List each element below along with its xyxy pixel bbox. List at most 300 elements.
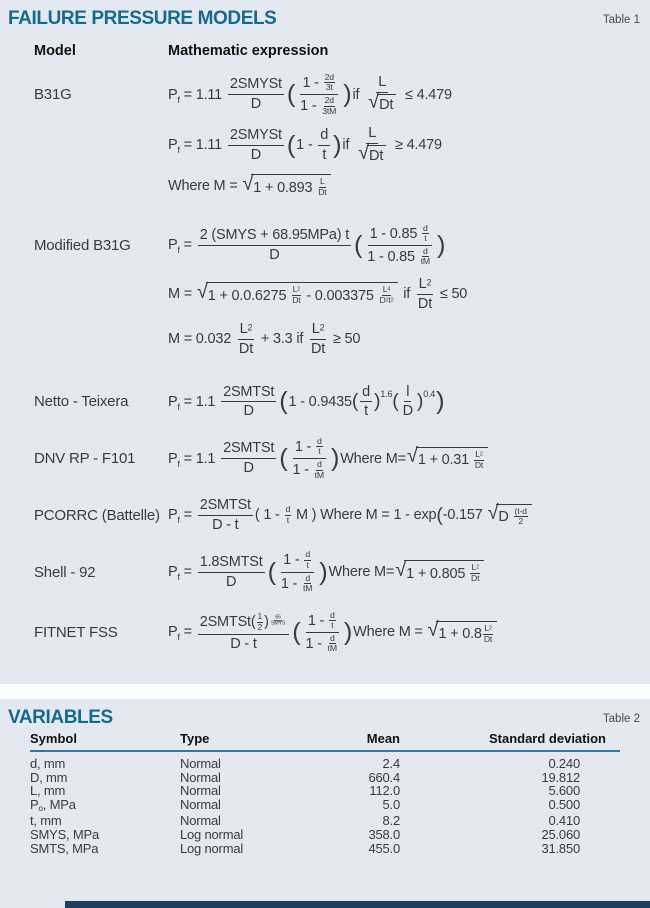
- model-name: Netto - Teixera: [34, 393, 129, 411]
- formula-text: P: [168, 624, 178, 641]
- big-paren: (: [354, 230, 363, 259]
- paren: (: [351, 390, 359, 413]
- formula-text: Dt: [369, 148, 384, 165]
- subscript: f: [177, 145, 180, 156]
- big-paren: (: [292, 617, 301, 646]
- denominator: [355, 141, 389, 166]
- variable-std-deviation: 0.240: [548, 755, 580, 771]
- formula-text: L: [471, 562, 477, 573]
- formula-text: L: [311, 321, 320, 338]
- formula-text: d: [423, 222, 428, 233]
- fraction: [198, 612, 290, 652]
- variable-symbol: [30, 757, 180, 771]
- model-formulas: [168, 550, 650, 593]
- variable-symbol: [30, 784, 180, 798]
- superscript: 4: [387, 286, 391, 293]
- square-root: [358, 141, 386, 165]
- formula-text: d: [423, 245, 428, 256]
- model-row: [0, 73, 650, 207]
- denominator: [249, 146, 263, 164]
- model-row: [0, 384, 650, 420]
- radicand: [367, 145, 386, 165]
- formula-text: D: [243, 460, 254, 477]
- formula-text: if: [399, 286, 414, 303]
- big-paren: (: [286, 80, 296, 109]
- radical-sign: √: [487, 502, 499, 525]
- fraction: [422, 224, 429, 244]
- bottom-accent-bar: [65, 901, 650, 908]
- formula-text: P: [168, 450, 178, 467]
- fraction: [317, 177, 327, 197]
- formula-text: 1 -: [292, 461, 313, 478]
- formula-text: 3t: [325, 82, 333, 93]
- variable-row: [30, 842, 620, 856]
- fraction: [291, 285, 301, 305]
- formula-text: d: [316, 459, 322, 470]
- variable-type: Normal: [180, 769, 221, 785]
- formula-text: 2SMYSt: [229, 76, 282, 93]
- formula-text: 1 -: [307, 612, 328, 629]
- variable-row: [30, 757, 620, 771]
- formula-text: L: [484, 622, 489, 633]
- table2-label: Table 2: [602, 713, 640, 725]
- fraction: [302, 574, 313, 594]
- superscript: 2: [390, 297, 394, 304]
- variable-symbol: [30, 842, 180, 856]
- superscript: 2: [247, 322, 253, 333]
- formula-text: 2d: [324, 95, 334, 106]
- formula-text: ≥ 4.479: [391, 137, 442, 154]
- denominator: [401, 402, 415, 420]
- formula-line: [168, 224, 650, 267]
- variables-table: [30, 731, 620, 856]
- subscript: f: [177, 572, 180, 583]
- variables-header-row: [30, 731, 620, 752]
- formula-text: 1 -: [296, 137, 317, 154]
- formula-text: Dt: [238, 340, 254, 357]
- formula-text: ): [264, 614, 269, 631]
- fraction: [198, 497, 253, 533]
- denominator: [317, 447, 321, 457]
- superscript: 2: [476, 564, 479, 571]
- formula-text: P: [168, 564, 178, 581]
- formula-text: t: [322, 146, 327, 163]
- model-name: Shell - 92: [34, 563, 96, 581]
- square-root: [368, 91, 396, 114]
- formula-text: Where M =: [353, 624, 427, 641]
- formula-text: t: [388, 295, 391, 306]
- formula-text: = 1.11: [179, 137, 226, 154]
- formula-text: Dt: [318, 187, 327, 198]
- denominator: [286, 516, 290, 526]
- formula-text: 65: [275, 613, 281, 620]
- paren: ): [416, 390, 424, 413]
- formula-text: 1 -: [300, 97, 321, 114]
- subscript: f: [177, 632, 180, 643]
- variable-type: Log normal: [180, 840, 244, 856]
- model-formulas: [168, 437, 650, 480]
- formula-text: 1 - 0.85: [367, 248, 419, 265]
- formula-text: t: [306, 560, 309, 571]
- formula-text: Dt: [471, 573, 480, 584]
- formula-line: [168, 125, 650, 165]
- formula-text: 1 + 0.805: [406, 565, 470, 582]
- fraction: [270, 615, 286, 628]
- radicand: [496, 504, 531, 527]
- denominator: [321, 107, 337, 117]
- formula-text: Dt: [417, 295, 433, 312]
- variable-type: Normal: [180, 813, 221, 829]
- numerator: [360, 384, 372, 403]
- square-root: [242, 174, 331, 197]
- variable-symbol: [30, 814, 180, 828]
- variable-row: [30, 828, 620, 842]
- variable-row: [30, 771, 620, 785]
- model-name: FITNET FSS: [34, 623, 118, 641]
- denominator: [420, 257, 431, 267]
- formula-text: 1 + 0.893: [253, 179, 317, 196]
- square-root: [487, 504, 531, 527]
- radical-sign: √: [196, 280, 208, 303]
- model-name: DNV RP - F101: [34, 450, 136, 468]
- variables-rows: [30, 757, 620, 856]
- formula-text: tM: [314, 469, 324, 480]
- paren: ): [374, 390, 381, 413]
- big-paren: ): [343, 617, 353, 646]
- model-row: [0, 497, 650, 533]
- formula-text: L: [239, 321, 248, 338]
- formula-text: 1.8SMTSt: [199, 553, 263, 570]
- column-header-symbol: Symbol: [30, 730, 77, 746]
- numerator: [293, 437, 326, 459]
- variable-std-deviation: 31.850: [541, 840, 580, 856]
- fraction: [365, 74, 399, 114]
- variable-row: [30, 784, 620, 798]
- radicand: [251, 174, 331, 197]
- symbol-base: D, mm: [30, 769, 68, 785]
- radical-sign: √: [368, 91, 380, 114]
- numerator: [306, 611, 339, 633]
- formula-text: 1 -: [294, 438, 315, 455]
- fraction: [321, 96, 337, 116]
- formula-text: 2SMTSt(: [199, 614, 256, 631]
- fraction: [327, 634, 338, 654]
- formula-text: t: [286, 514, 289, 525]
- table1-title-row: [0, 0, 650, 30]
- formula-text: t: [424, 233, 427, 244]
- fraction: [318, 127, 330, 163]
- formula-text: P: [168, 237, 178, 254]
- numerator: [228, 76, 284, 95]
- numerator: [281, 550, 314, 572]
- fraction: [416, 276, 434, 312]
- formula-text: 3tM: [322, 105, 337, 116]
- column-header-model: Model: [34, 42, 76, 59]
- fraction: [324, 73, 335, 93]
- subscript: f: [177, 94, 180, 105]
- formula-text: P: [168, 137, 178, 154]
- fraction: [298, 73, 340, 116]
- model-row: [0, 224, 650, 367]
- formula-text: 1 -: [302, 74, 323, 91]
- formula-text: Where M=: [328, 564, 395, 581]
- fraction: [221, 440, 276, 476]
- radicand: [436, 621, 497, 644]
- formula-text: L: [378, 74, 387, 91]
- radical-sign: √: [395, 558, 407, 581]
- formula-text: L: [382, 284, 388, 295]
- denominator: [470, 574, 480, 584]
- numerator: [221, 440, 276, 459]
- big-paren: ): [436, 230, 446, 259]
- formula-text: D: [498, 508, 513, 525]
- formula-text: d: [329, 632, 335, 643]
- denominator: [224, 573, 238, 591]
- radical-sign: √: [427, 619, 439, 642]
- fraction: [329, 611, 336, 631]
- formula-text: = 1.1: [179, 450, 220, 467]
- numerator: [417, 276, 434, 295]
- numerator: [221, 384, 276, 403]
- big-paren: ): [330, 444, 340, 473]
- model-formulas: [168, 224, 650, 367]
- formula-text: - 0.003375: [302, 287, 378, 304]
- formula-text: d: [305, 549, 310, 560]
- column-header-expression: Mathematic expression: [168, 42, 329, 59]
- fraction: [514, 507, 528, 527]
- radicand: [416, 447, 488, 470]
- fraction: [304, 611, 341, 654]
- formula-text: 2: [257, 622, 263, 633]
- fraction: [314, 460, 325, 480]
- variable-std-deviation: 0.500: [548, 797, 580, 813]
- fraction: [420, 247, 431, 267]
- formula-text: 1: [257, 611, 263, 622]
- formula-line: [168, 276, 650, 312]
- big-paren: ): [436, 387, 445, 416]
- denominator: [291, 296, 301, 306]
- formula-text: d: [316, 435, 322, 446]
- formula-text: P: [168, 86, 178, 103]
- superscript: 2: [319, 322, 325, 333]
- denominator: [365, 93, 399, 115]
- denominator: [330, 621, 334, 631]
- variable-symbol: [30, 798, 180, 814]
- table2-title-row: [0, 699, 650, 729]
- denominator: [228, 635, 258, 653]
- numerator: [198, 497, 253, 516]
- fraction: [474, 450, 484, 470]
- variable-mean: 8.2: [382, 813, 400, 829]
- formula-text: ≤ 50: [436, 286, 468, 303]
- denominator: [291, 459, 328, 480]
- formula-text: 1 + 0.31: [417, 452, 473, 468]
- denominator: [309, 340, 327, 358]
- symbol-base: SMTS, MPa: [30, 840, 99, 856]
- subscript: f: [177, 401, 180, 412]
- fraction: [365, 224, 434, 267]
- superscript: [269, 615, 287, 628]
- fraction: [285, 505, 292, 525]
- fraction: [355, 125, 389, 165]
- superscript: 2: [426, 277, 432, 288]
- formula-text: 1 + 0.8: [438, 625, 482, 642]
- model-name: PCORRC (Battelle): [34, 506, 160, 524]
- denominator: [298, 95, 340, 116]
- symbol-base: d, mm: [30, 755, 66, 771]
- denominator: [325, 83, 334, 93]
- radical-sign: √: [406, 445, 418, 468]
- numerator: [198, 612, 290, 634]
- square-root: [395, 560, 484, 583]
- fraction: [228, 127, 284, 163]
- variable-type: Normal: [180, 783, 221, 799]
- variable-row: [30, 798, 620, 814]
- model-formulas: [168, 497, 650, 533]
- fraction: [291, 437, 328, 480]
- formula-text: Dt: [379, 97, 394, 114]
- variable-type: Normal: [180, 755, 221, 771]
- variable-mean: 2.4: [382, 755, 400, 771]
- model-formulas: [168, 384, 650, 420]
- formula-text: D: [250, 146, 262, 163]
- denominator: [249, 95, 263, 113]
- formula-text: = 1.1: [179, 393, 220, 410]
- variable-mean: 5.0: [382, 797, 400, 813]
- variable-std-deviation: 25.060: [541, 826, 580, 842]
- fraction: [198, 227, 351, 263]
- denominator: [517, 517, 524, 527]
- variable-mean: 358.0: [368, 826, 400, 842]
- formula-text: 1 - 0.85: [369, 225, 422, 242]
- symbol-rest: , MPa: [42, 797, 76, 813]
- variable-row: [30, 814, 620, 828]
- denominator: [314, 471, 325, 481]
- formula-text: Where M =: [168, 178, 242, 195]
- fraction: [360, 384, 372, 420]
- model-row: [0, 550, 650, 593]
- formula-text: Dt: [483, 633, 493, 644]
- fraction: [470, 563, 480, 583]
- numerator: [228, 127, 284, 146]
- denominator: [379, 296, 395, 306]
- denominator: [242, 402, 256, 420]
- formula-line: [168, 497, 650, 533]
- denominator: [306, 561, 310, 571]
- denominator: [317, 188, 327, 198]
- formula-text: L: [368, 125, 377, 142]
- formula-text: d: [329, 609, 335, 620]
- symbol-base: P: [30, 797, 39, 813]
- formula-text: 2SMTSt: [199, 497, 251, 514]
- model-name: B31G: [34, 85, 72, 103]
- formula-text: P: [168, 507, 178, 524]
- formula-line: [168, 437, 650, 480]
- formula-text: M ) Where M = 1 - exp: [292, 507, 437, 524]
- model-row: [0, 437, 650, 480]
- formula-text: tM: [420, 256, 430, 267]
- formula-text: D: [269, 246, 280, 263]
- big-paren: (: [279, 444, 288, 473]
- fraction: [401, 384, 415, 420]
- model-row: [0, 611, 650, 654]
- formula-text: D: [250, 96, 262, 113]
- variable-symbol: [30, 771, 180, 785]
- denominator: [320, 146, 328, 164]
- denominator: [302, 584, 313, 594]
- square-root: [407, 447, 488, 470]
- formula-text: =: [179, 237, 196, 254]
- formula-text: 1 -: [305, 635, 326, 652]
- formula-text: 2SMTSt: [223, 383, 275, 400]
- fraction: [198, 554, 265, 590]
- numerator: [318, 127, 330, 146]
- formula-text: M = 0.032: [168, 331, 235, 348]
- denominator: [423, 234, 427, 244]
- formula-text: D: [243, 403, 254, 420]
- formula-text: -0.157: [442, 507, 487, 524]
- formula-text: =: [179, 624, 196, 641]
- variable-std-deviation: 5.600: [548, 783, 580, 799]
- formula-text: 1 - 0.9435: [288, 393, 352, 410]
- variable-mean: 112.0: [369, 783, 400, 799]
- formula-text: 1 + 0.0.6275: [207, 287, 291, 304]
- formula-text: ≤ 4.479: [401, 86, 452, 103]
- fraction: [237, 321, 255, 357]
- variable-mean: 455.0: [368, 840, 400, 856]
- formula-text: 2SMTSt: [223, 440, 275, 457]
- square-root: [197, 282, 399, 306]
- radicand: [206, 282, 399, 306]
- formula-text: D: [379, 295, 386, 306]
- model-name: Modified B31G: [34, 236, 131, 254]
- numerator: [198, 227, 351, 246]
- formula-text: SMYS: [270, 620, 286, 627]
- square-root: [428, 621, 498, 644]
- formula-text: ≥ 50: [329, 331, 361, 348]
- model-formulas: [168, 611, 650, 654]
- variable-std-deviation: 19.812: [541, 769, 580, 785]
- formula-text: L: [320, 176, 325, 187]
- formula-text: 2 (SMYS + 68.95MPa) t: [199, 227, 350, 244]
- fraction: [316, 437, 323, 457]
- big-paren: ): [319, 557, 328, 586]
- denominator: [270, 622, 286, 628]
- formula-text: L: [418, 275, 427, 292]
- formula-text: 1 -: [280, 575, 301, 592]
- formula-text: 1 -: [283, 552, 304, 569]
- fraction: [228, 76, 284, 112]
- denominator: [257, 623, 264, 633]
- denominator: [483, 635, 493, 645]
- variable-type: Log normal: [180, 826, 244, 842]
- superscript: 2: [488, 624, 492, 631]
- symbol-base: L, mm: [30, 783, 66, 799]
- denominator: [304, 633, 341, 654]
- paren: (: [392, 390, 399, 413]
- formula-text: Dt: [474, 459, 484, 470]
- formula-text: 2SMYSt: [229, 127, 282, 144]
- denominator: [362, 402, 370, 420]
- formula-line: [168, 384, 650, 420]
- fraction: [221, 384, 276, 420]
- radicand: [377, 94, 396, 114]
- formula-text: D: [226, 573, 237, 590]
- denominator: [416, 295, 434, 313]
- numerator: [238, 321, 255, 340]
- formula-text: L: [475, 448, 480, 459]
- superscript: 2: [385, 297, 389, 304]
